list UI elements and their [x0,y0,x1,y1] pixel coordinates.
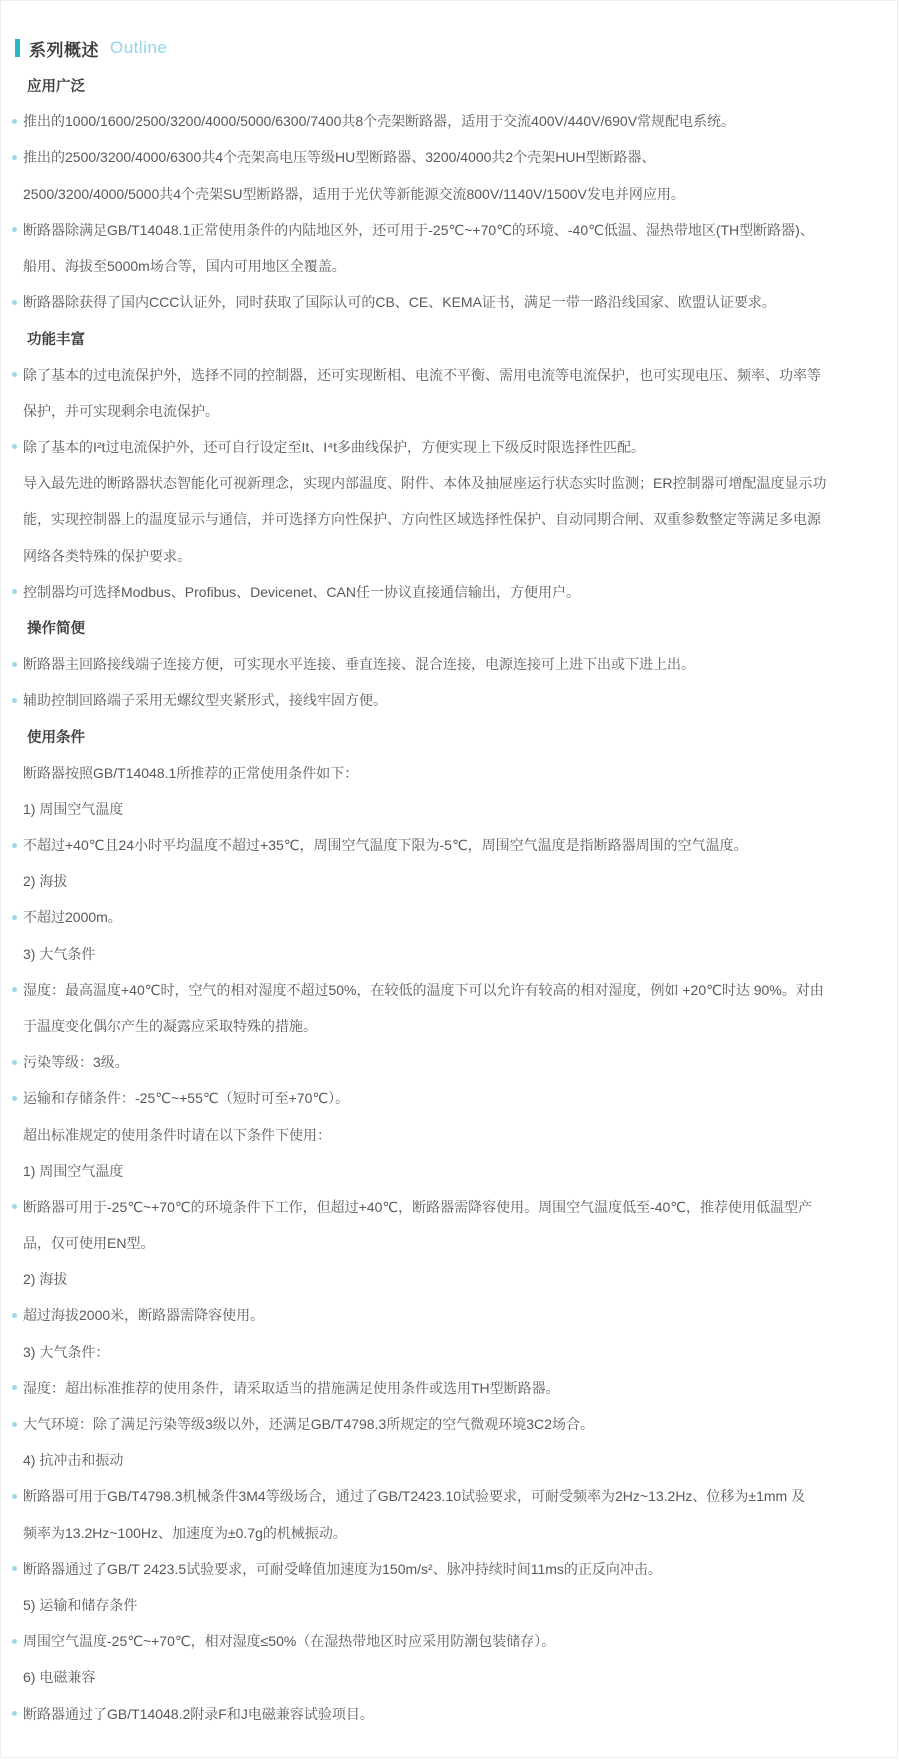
text-line [1,1153,897,1189]
bullet-icon [12,227,17,232]
bullet-icon [12,1566,17,1571]
bullet-icon [12,1060,17,1065]
bullet-icon [12,1313,17,1318]
line-text: 不超过+40℃且24小时平均温度不超过+35℃，周围空气温度下限为-5℃，周围空气温度是指断路器周围的空气温度。 [23,837,748,854]
line-text: 船用、海拔至5000m场合等，国内可用地区全覆盖。 [23,258,346,275]
line-text: 3) 大气条件 [23,945,96,962]
text-line [1,1659,897,1695]
line-text: 频率为13.2Hz~100Hz、加速度为±0.7g的机械振动。 [23,1524,347,1541]
bullet-item [1,1695,897,1731]
line-text: 周围空气温度-25℃~+70℃，相对湿度≤50%（在湿热带地区时应采用防潮包装储存）。 [23,1633,556,1650]
section-heading [1,718,897,754]
text-line [1,1442,897,1478]
bullet-icon [12,1711,17,1716]
text-line [1,248,897,284]
text-line [1,863,897,899]
line-text: 2500/3200/4000/5000共4个壳架SU型断路器，适用于光伏等新能源交流800V/1140V/1500V发电并网应用。 [23,185,685,202]
line-text: 超出标准规定的使用条件时请在以下条件下使用： [23,1126,331,1143]
content [1,67,897,1732]
bullet-item [1,1406,897,1442]
line-text: 运输和存储条件：-25℃~+55℃（短时可至+70℃）。 [23,1090,350,1107]
text-line [1,393,897,429]
text-line [1,791,897,827]
line-text: 断路器按照GB/T14048.1所推荐的正常使用条件如下： [23,764,359,781]
line-text: 5) 运输和储存条件 [23,1596,138,1613]
line-text: 断路器可用于GB/T4798.3机械条件3M4等级场合，通过了GB/T2423.10试验要求，可耐受频率为2Hz~13.2Hz、位移为±1mm 及 [23,1488,806,1505]
line-text: 于温度变化偶尔产生的凝露应采取特殊的措施。 [23,1017,317,1034]
text-line [1,465,897,501]
line-text: 4) 抗冲击和振动 [23,1452,124,1469]
bullet-item [1,1623,897,1659]
line-text: 能，实现控制器上的温度显示与通信，并可选择方向性保护、方向性区域选择性保护、自动同期合闸、双重参数整定等满足多电源 [23,511,821,528]
bullet-item [1,212,897,248]
bullet-item [1,1189,897,1225]
text-line [1,1515,897,1551]
line-text: 断路器主回路接线端子连接方便，可实现水平连接、垂直连接、混合连接，电源连接可上进下出或下进上出。 [23,656,695,673]
bullet-icon [12,1639,17,1644]
bullet-icon [12,1096,17,1101]
line-text: 1) 周围空气温度 [23,800,124,817]
bullet-icon [12,843,17,848]
text-line [1,1225,897,1261]
page-title [1,30,897,66]
text-line [1,176,897,212]
bullet-icon [12,589,17,594]
text-line [1,1334,897,1370]
line-text: 不超过2000m。 [23,909,122,926]
line-text: 保护，并可实现剩余电流保护。 [23,402,219,419]
bullet-item [1,1297,897,1333]
line-text: 除了基本的过电流保护外，选择不同的控制器，还可实现断相、电流不平衡、需用电流等电流保护，也可实现电压、频率、功率等 [23,366,821,383]
bullet-icon [12,155,17,160]
line-text: 污染等级：3级。 [23,1054,129,1071]
line-text: 2) 海拔 [23,873,68,890]
bullet-item [1,1478,897,1514]
bullet-item [1,899,897,935]
bullet-item [1,284,897,320]
line-text: 3) 大气条件： [23,1343,110,1360]
line-text: 大气环境：除了满足污染等级3级以外，还满足GB/T4798.3所规定的空气微观环境3C2场合。 [23,1416,594,1433]
bullet-item [1,1551,897,1587]
text-line [1,1116,897,1152]
line-text: 应用广泛 [27,78,85,95]
bullet-item [1,646,897,682]
section-heading [1,320,897,356]
line-text: 使用条件 [27,729,85,746]
bullet-item [1,972,897,1008]
line-text: 断路器通过了GB/T14048.2附录F和J电磁兼容试验项目。 [23,1705,374,1722]
bullet-item [1,574,897,610]
bullet-icon [12,444,17,449]
bullet-item [1,357,897,393]
bullet-item [1,103,897,139]
line-text: 导入最先进的断路器状态智能化可视新理念，实现内部温度、附件、本体及抽屉座运行状态实时监测；ER控制器可增配温度显示功 [23,475,827,492]
line-text: 除了基本的I²t过电流保护外，还可自行设定至It、I⁴t多曲线保护，方便实现上下级反时限选择性匹配。 [23,438,646,455]
line-text: 6) 电磁兼容 [23,1669,96,1686]
line-text: 网络各类特殊的保护要求。 [23,547,191,564]
section-heading [1,67,897,103]
bullet-item [1,827,897,863]
line-text: 1) 周围空气温度 [23,1162,124,1179]
text-line [1,936,897,972]
page-title-zh: 系列概述 [29,40,99,60]
text-line [1,537,897,573]
line-text: 断路器通过了GB/T 2423.5试验要求，可耐受峰值加速度为150m/s²、脉冲持续时间11ms的正反向冲击。 [23,1560,662,1577]
bullet-icon [12,119,17,124]
text-line [1,1587,897,1623]
bullet-icon [12,662,17,667]
bullet-icon [12,300,17,305]
page-title-en: Outline [110,38,168,57]
line-text: 断路器可用于-25℃~+70℃的环境条件下工作，但超过+40℃，断路器需降容使用。周围空气温度低至-40℃，推荐使用低温型产 [23,1198,813,1215]
line-text: 湿度：最高温度+40℃时，空气的相对湿度不超过50%，在较低的温度下可以允许有较高的相对湿度，例如 +20℃时达 90%。对由 [23,981,824,998]
line-text: 断路器除获得了国内CCC认证外，同时获取了国际认可的CB、CE、KEMA证书，满足一带一路沿线国家、欧盟认证要求。 [23,294,776,311]
line-text: 2) 海拔 [23,1271,68,1288]
bullet-icon [12,987,17,992]
text-line [1,501,897,537]
line-text: 断路器除满足GB/T14048.1正常使用条件的内陆地区外，还可用于-25℃~+70℃的环境、-40℃低温、湿热带地区(TH型断路器)、 [23,221,814,238]
bullet-item [1,139,897,175]
line-text: 推出的2500/3200/4000/6300共4个壳架高电压等级HU型断路器、3200/4000共2个壳架HUH型断路器、 [23,149,656,166]
section-heading [1,610,897,646]
line-text: 品，仅可使用EN型。 [23,1235,155,1252]
line-text: 湿度：超出标准推荐的使用条件，请采取适当的措施满足使用条件或选用TH型断路器。 [23,1379,560,1396]
line-text: 操作简便 [27,621,85,638]
bullet-icon [12,1385,17,1390]
text-line [1,1008,897,1044]
line-text: 推出的1000/1600/2500/3200/4000/5000/6300/7400共8个壳架断路器，适用于交流400V/440V/690V常规配电系统。 [23,113,736,130]
bullet-item [1,1080,897,1116]
bullet-item [1,682,897,718]
bullet-item [1,1370,897,1406]
text-line [1,755,897,791]
line-text: 控制器均可选择Modbus、Profibus、Devicenet、CAN任一协议直接通信输出，方便用户。 [23,583,580,600]
bullet-icon [12,1204,17,1209]
line-text: 辅助控制回路端子采用无螺纹型夹紧形式，接线牢固方便。 [23,692,387,709]
bullet-icon [12,698,17,703]
line-text: 功能丰富 [27,331,85,348]
bullet-icon [12,1494,17,1499]
bullet-icon [12,1422,17,1427]
bullet-icon [12,915,17,920]
bullet-icon [12,372,17,377]
title-accent-bar-icon [15,39,20,57]
bullet-item [1,1044,897,1080]
bullet-item [1,429,897,465]
line-text: 超过海拔2000米，断路器需降容使用。 [23,1307,265,1324]
text-line [1,1261,897,1297]
